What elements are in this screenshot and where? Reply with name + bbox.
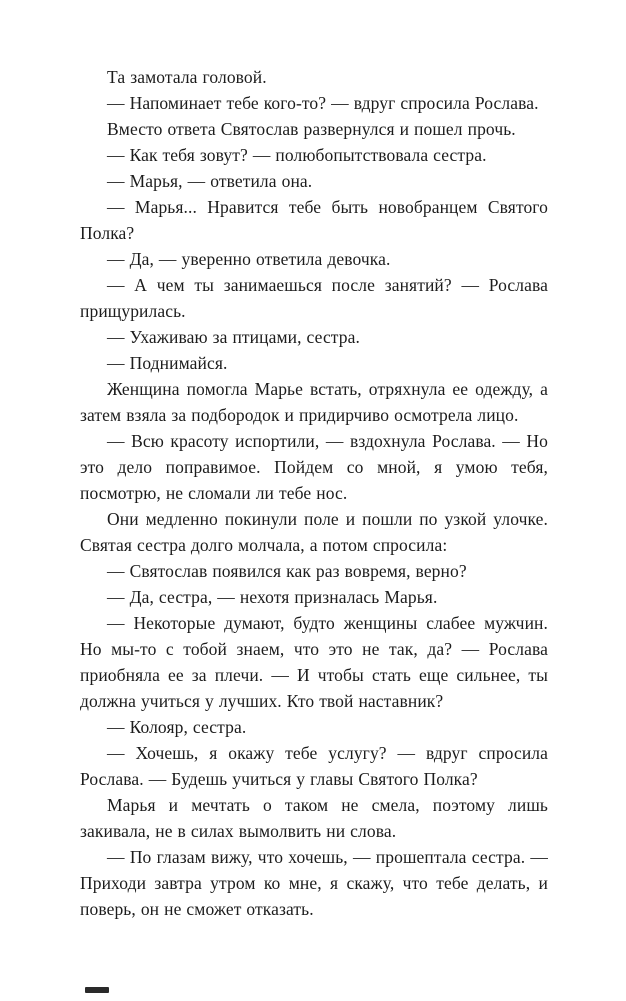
paragraph: — Марья, — ответила она. (107, 171, 313, 191)
paragraph: — По глазам вижу, что хочешь, — прошептала сестра. — Приходи завтра утром ко мне, я скажу, что тебе делать, и поверь, он не сможет отказать. (80, 847, 548, 919)
paragraph: Та замотала головой. (107, 67, 267, 87)
paragraph: — Некоторые думают, будто женщины слабее мужчин. Но мы-то с тобой знаем, что это не так, да? — Рослава приобняла ее за плечи. — И чтобы стать еще сильнее, ты должна учиться у лучших. Кто твой наставник? (80, 613, 548, 711)
cutoff-text-artifact (85, 987, 109, 993)
paragraph: — Поднимайся. (107, 353, 228, 373)
paragraph: Вместо ответа Святослав развернулся и пошел прочь. (107, 119, 516, 139)
paragraph: — Да, — уверенно ответила девочка. (107, 249, 391, 269)
paragraph: — Марья... Нравится тебе быть новобранцем Святого Полка? (80, 197, 548, 243)
paragraph: — Святослав появился как раз вовремя, верно? (107, 561, 467, 581)
text-block (80, 64, 548, 922)
paragraph: Они медленно покинули поле и пошли по узкой улочке. Святая сестра долго молчала, а потом спросила: (80, 509, 548, 555)
paragraph: — Колояр, сестра. (107, 717, 247, 737)
paragraph: — Всю красоту испортили, — вздохнула Рослава. — Но это дело поправимое. Пойдем со мной, я умою тебя, посмотрю, не сломали ли тебе нос. (80, 431, 548, 503)
paragraph: — Ухаживаю за птицами, сестра. (107, 327, 360, 347)
paragraph: — Хочешь, я окажу тебе услугу? — вдруг спросила Рослава. — Будешь учиться у главы Святого Полка? (80, 743, 548, 789)
paragraph: — А чем ты занимаешься после занятий? — Рослава прищурилась. (80, 275, 548, 321)
paragraph: — Да, сестра, — нехотя призналась Марья. (107, 587, 438, 607)
paragraph: — Напоминает тебе кого-то? — вдруг спросила Рослава. (107, 93, 539, 113)
paragraph: Марья и мечтать о таком не смела, поэтому лишь закивала, не в силах вымолвить ни слова. (80, 795, 548, 841)
paragraph: Женщина помогла Марье встать, отряхнула ее одежду, а затем взяла за подбородок и придирчиво осмотрела лицо. (80, 379, 548, 425)
paragraph: — Как тебя зовут? — полюбопытствовала сестра. (107, 145, 487, 165)
